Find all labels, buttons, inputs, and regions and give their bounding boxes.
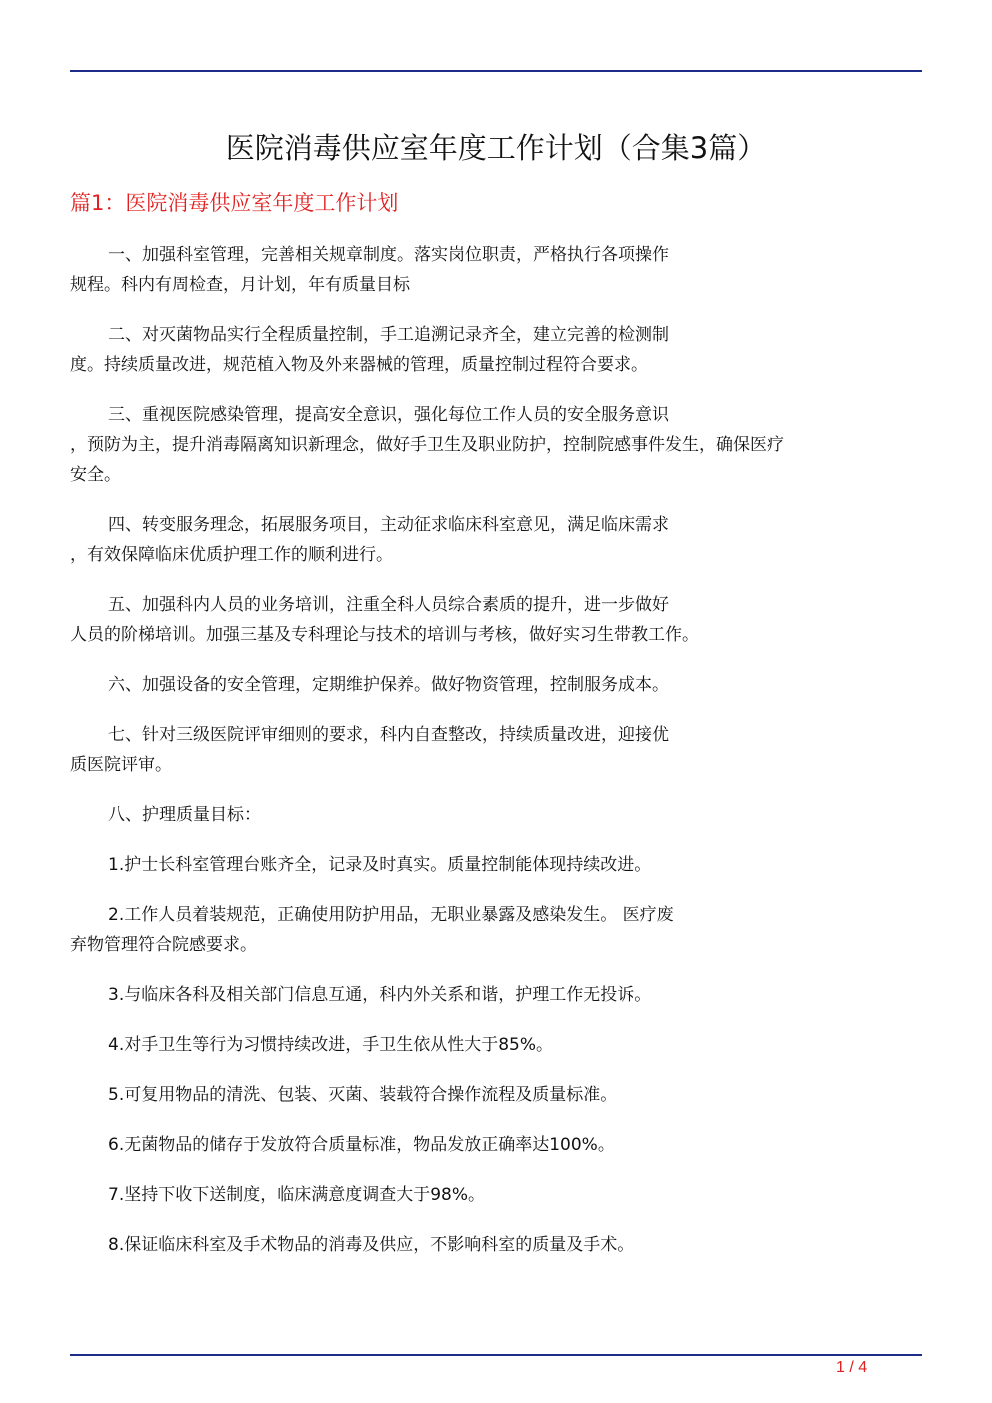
paragraph (70, 850, 930, 880)
paragraph (70, 1230, 930, 1260)
paragraph-line: 二、对灭菌物品实行全程质量控制，手工追溯记录齐全，建立完善的检测制 (108, 325, 669, 345)
paragraph-line: 7.坚持下收下送制度，临床满意度调查大于98%。 (108, 1185, 486, 1205)
section-heading: 篇1：医院消毒供应室年度工作计划 (70, 191, 399, 215)
paragraph (70, 900, 930, 960)
paragraph-line: 四、转变服务理念，拓展服务项目，主动征求临床科室意见，满足临床需求 (108, 515, 669, 535)
paragraph (70, 590, 930, 650)
paragraph (70, 800, 930, 830)
paragraph (70, 320, 930, 380)
paragraph-line: 八、护理质量目标： (108, 805, 261, 825)
paragraph-line: 七、针对三级医院评审细则的要求，科内自查整改，持续质量改进，迎接优 (108, 725, 669, 745)
paragraph-line: 规程。科内有周检查，月计划，年有质量目标 (70, 275, 410, 295)
paragraph (70, 980, 930, 1010)
paragraph-line: 5.可复用物品的清洗、包装、灭菌、装载符合操作流程及质量标准。 (108, 1085, 618, 1105)
paragraph-line: 6.无菌物品的储存于发放符合质量标准，物品发放正确率达100%。 (108, 1135, 615, 1155)
paragraph (70, 670, 930, 700)
paragraph (70, 720, 930, 780)
paragraph (70, 1180, 930, 1210)
document-body (70, 240, 930, 1280)
paragraph-line: ，有效保障临床优质护理工作的顺利进行。 (70, 545, 393, 565)
paragraph-line: 3.与临床各科及相关部门信息互通，科内外关系和谐，护理工作无投诉。 (108, 985, 652, 1005)
paragraph-line: 人员的阶梯培训。加强三基及专科理论与技术的培训与考核，做好实习生带教工作。 (70, 625, 699, 645)
paragraph-line: ，预防为主，提升消毒隔离知识新理念，做好手卫生及职业防护，控制院感事件发生，确保医疗 (70, 435, 784, 455)
header-rule (70, 70, 922, 72)
document-title: 医院消毒供应室年度工作计划（合集3篇） (225, 131, 767, 165)
paragraph-line: 三、重视医院感染管理，提高安全意识，强化每位工作人员的安全服务意识 (108, 405, 669, 425)
paragraph-line: 度。持续质量改进，规范植入物及外来器械的管理，质量控制过程符合要求。 (70, 355, 648, 375)
paragraph (70, 1030, 930, 1060)
footer-rule (70, 1354, 922, 1356)
paragraph (70, 400, 930, 490)
paragraph-line: 弃物管理符合院感要求。 (70, 935, 257, 955)
paragraph-line: 1.护士长科室管理台账齐全，记录及时真实。质量控制能体现持续改进。 (108, 855, 652, 875)
paragraph-line: 五、加强科内人员的业务培训，注重全科人员综合素质的提升，进一步做好 (108, 595, 669, 615)
page-number: 1 / 4 (836, 1359, 868, 1376)
paragraph-line: 一、加强科室管理，完善相关规章制度。落实岗位职责，严格执行各项操作 (108, 245, 669, 265)
paragraph (70, 240, 930, 300)
paragraph-line: 8.保证临床科室及手术物品的消毒及供应，不影响科室的质量及手术。 (108, 1235, 635, 1255)
paragraph (70, 1130, 930, 1160)
paragraph-line: 质医院评审。 (70, 755, 172, 775)
paragraph (70, 510, 930, 570)
paragraph-line: 2.工作人员着装规范，正确使用防护用品，无职业暴露及感染发生。 医疗废 (108, 905, 674, 925)
paragraph-line: 六、加强设备的安全管理，定期维护保养。做好物资管理，控制服务成本。 (108, 675, 669, 695)
paragraph-line: 安全。 (70, 465, 121, 485)
paragraph (70, 1080, 930, 1110)
paragraph-line: 4.对手卫生等行为习惯持续改进，手卫生依从性大于85%。 (108, 1035, 554, 1055)
